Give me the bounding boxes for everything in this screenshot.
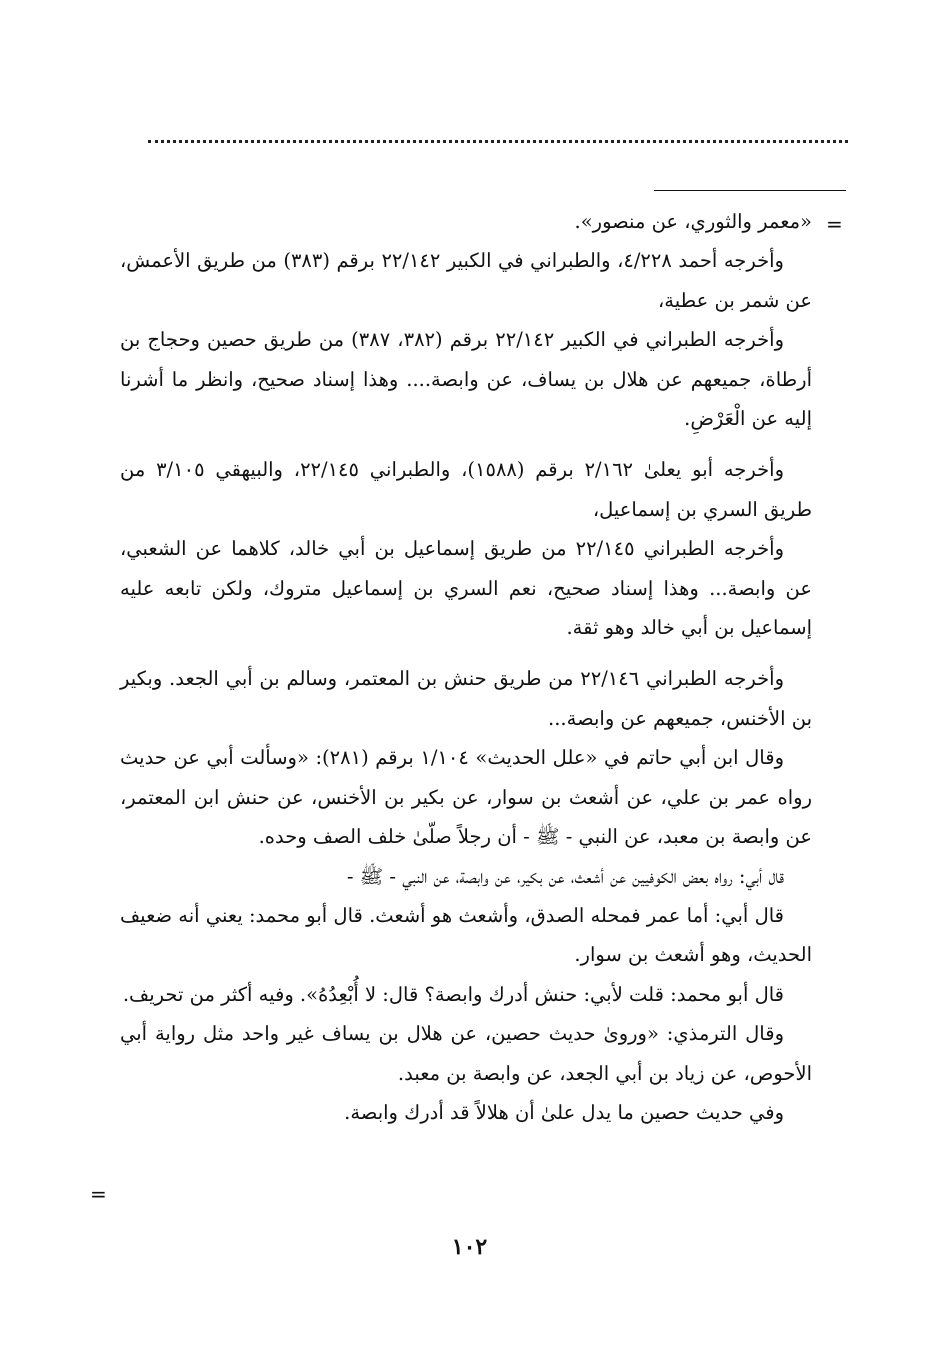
header-dotted-rule <box>148 140 848 143</box>
footnote-paragraph: قال أبو محمد: قلت لأبي: حنش أدرك وابصة؟ قال: لا أُبْعِدُهُ». وفيه أكثر من تحريف. <box>122 982 784 1006</box>
continuation-mark-top: = <box>826 212 843 236</box>
footnote-paragraph: وأخرجه الطبراني في الكبير ٢٢/١٤٢ برقم (٣٨٢، ٣٨٧) من طريق حصين وحجاج بن أرطاة، جميعهم عن هلال بن يساف، عن وابصة.... وهذا إسناد صحيح، وانظر ما أشرنا إليه عن الْعَرْضِ. <box>120 328 812 431</box>
footnote-paragraph: وأخرجه الطبراني ٢٢/١٤٥ من طريق إسماعيل بن أبي خالد، كلاهما عن الشعبي، عن وابصة... وهذا إسناد صحيح، نعم السري بن إسماعيل متروك، ولكن تابعه عليه إسماعيل بن أبي خالد وهو ثقة. <box>120 537 812 640</box>
page-number: ١٠٢ <box>451 1234 488 1260</box>
footnote-paragraph: قال أبي: رواه بعض الكوفيين عن أشعث، عن بكير، عن وابصة، عن النبي - ﷺ - <box>346 864 784 888</box>
footnote-paragraph: وقال ابن أبي حاتم في «علل الحديث» ١/١٠٤ برقم (٢٨١): «وسألت أبي عن حديث رواه عمر بن علي، عن أشعث بن سوار، عن بكير بن الأخنس، عن حنش ابن المعتمر، عن وابصة بن معبد، عن النبي - ﷺ - أن رجلاً صلّىٰ خلف الصف وحده. <box>120 746 812 849</box>
footnote-paragraph: وأخرجه أبو يعلىٰ ٢/١٦٢ برقم (١٥٨٨)، والطبراني ٢٢/١٤٥، والبيهقي ٣/١٠٥ من طريق السري بن إسماعيل، <box>120 458 812 521</box>
continuation-mark-bottom: = <box>90 1182 107 1206</box>
footnote-paragraph: قال أبي: أما عمر فمحله الصدق، وأشعث هو أشعث. قال أبو محمد: يعني أنه ضعيف الحديث، وهو أشعث بن سوار. <box>120 903 812 967</box>
footnote-separator-rule <box>654 190 846 191</box>
footnote-paragraph: وقال الترمذي: «وروىٰ حديث حصين، عن هلال بن يساف غير واحد مثل رواية أبي الأحوص، عن زياد بن أبي الجعد، عن وابصة بن معبد. <box>120 1022 812 1085</box>
footnote-paragraph: وأخرجه الطبراني ٢٢/١٤٦ من طريق حنش بن المعتمر، وسالم بن أبي الجعد. وبكير بن الأخنس، جميعهم عن وابصة... <box>120 667 812 730</box>
footnote-paragraph: وفي حديث حصين ما يدل علىٰ أن هلالاً قد أدرك وابصة. <box>344 1100 784 1124</box>
footnotes-text <box>120 202 812 1132</box>
footnote-paragraph: «معمر والثوري، عن منصور». <box>574 210 812 233</box>
footnote-paragraph: وأخرجه أحمد ٤/٢٢٨، والطبراني في الكبير ٢٢/١٤٢ برقم (٣٨٣) من طريق الأعمش، عن شمر بن عطية، <box>120 249 812 312</box>
